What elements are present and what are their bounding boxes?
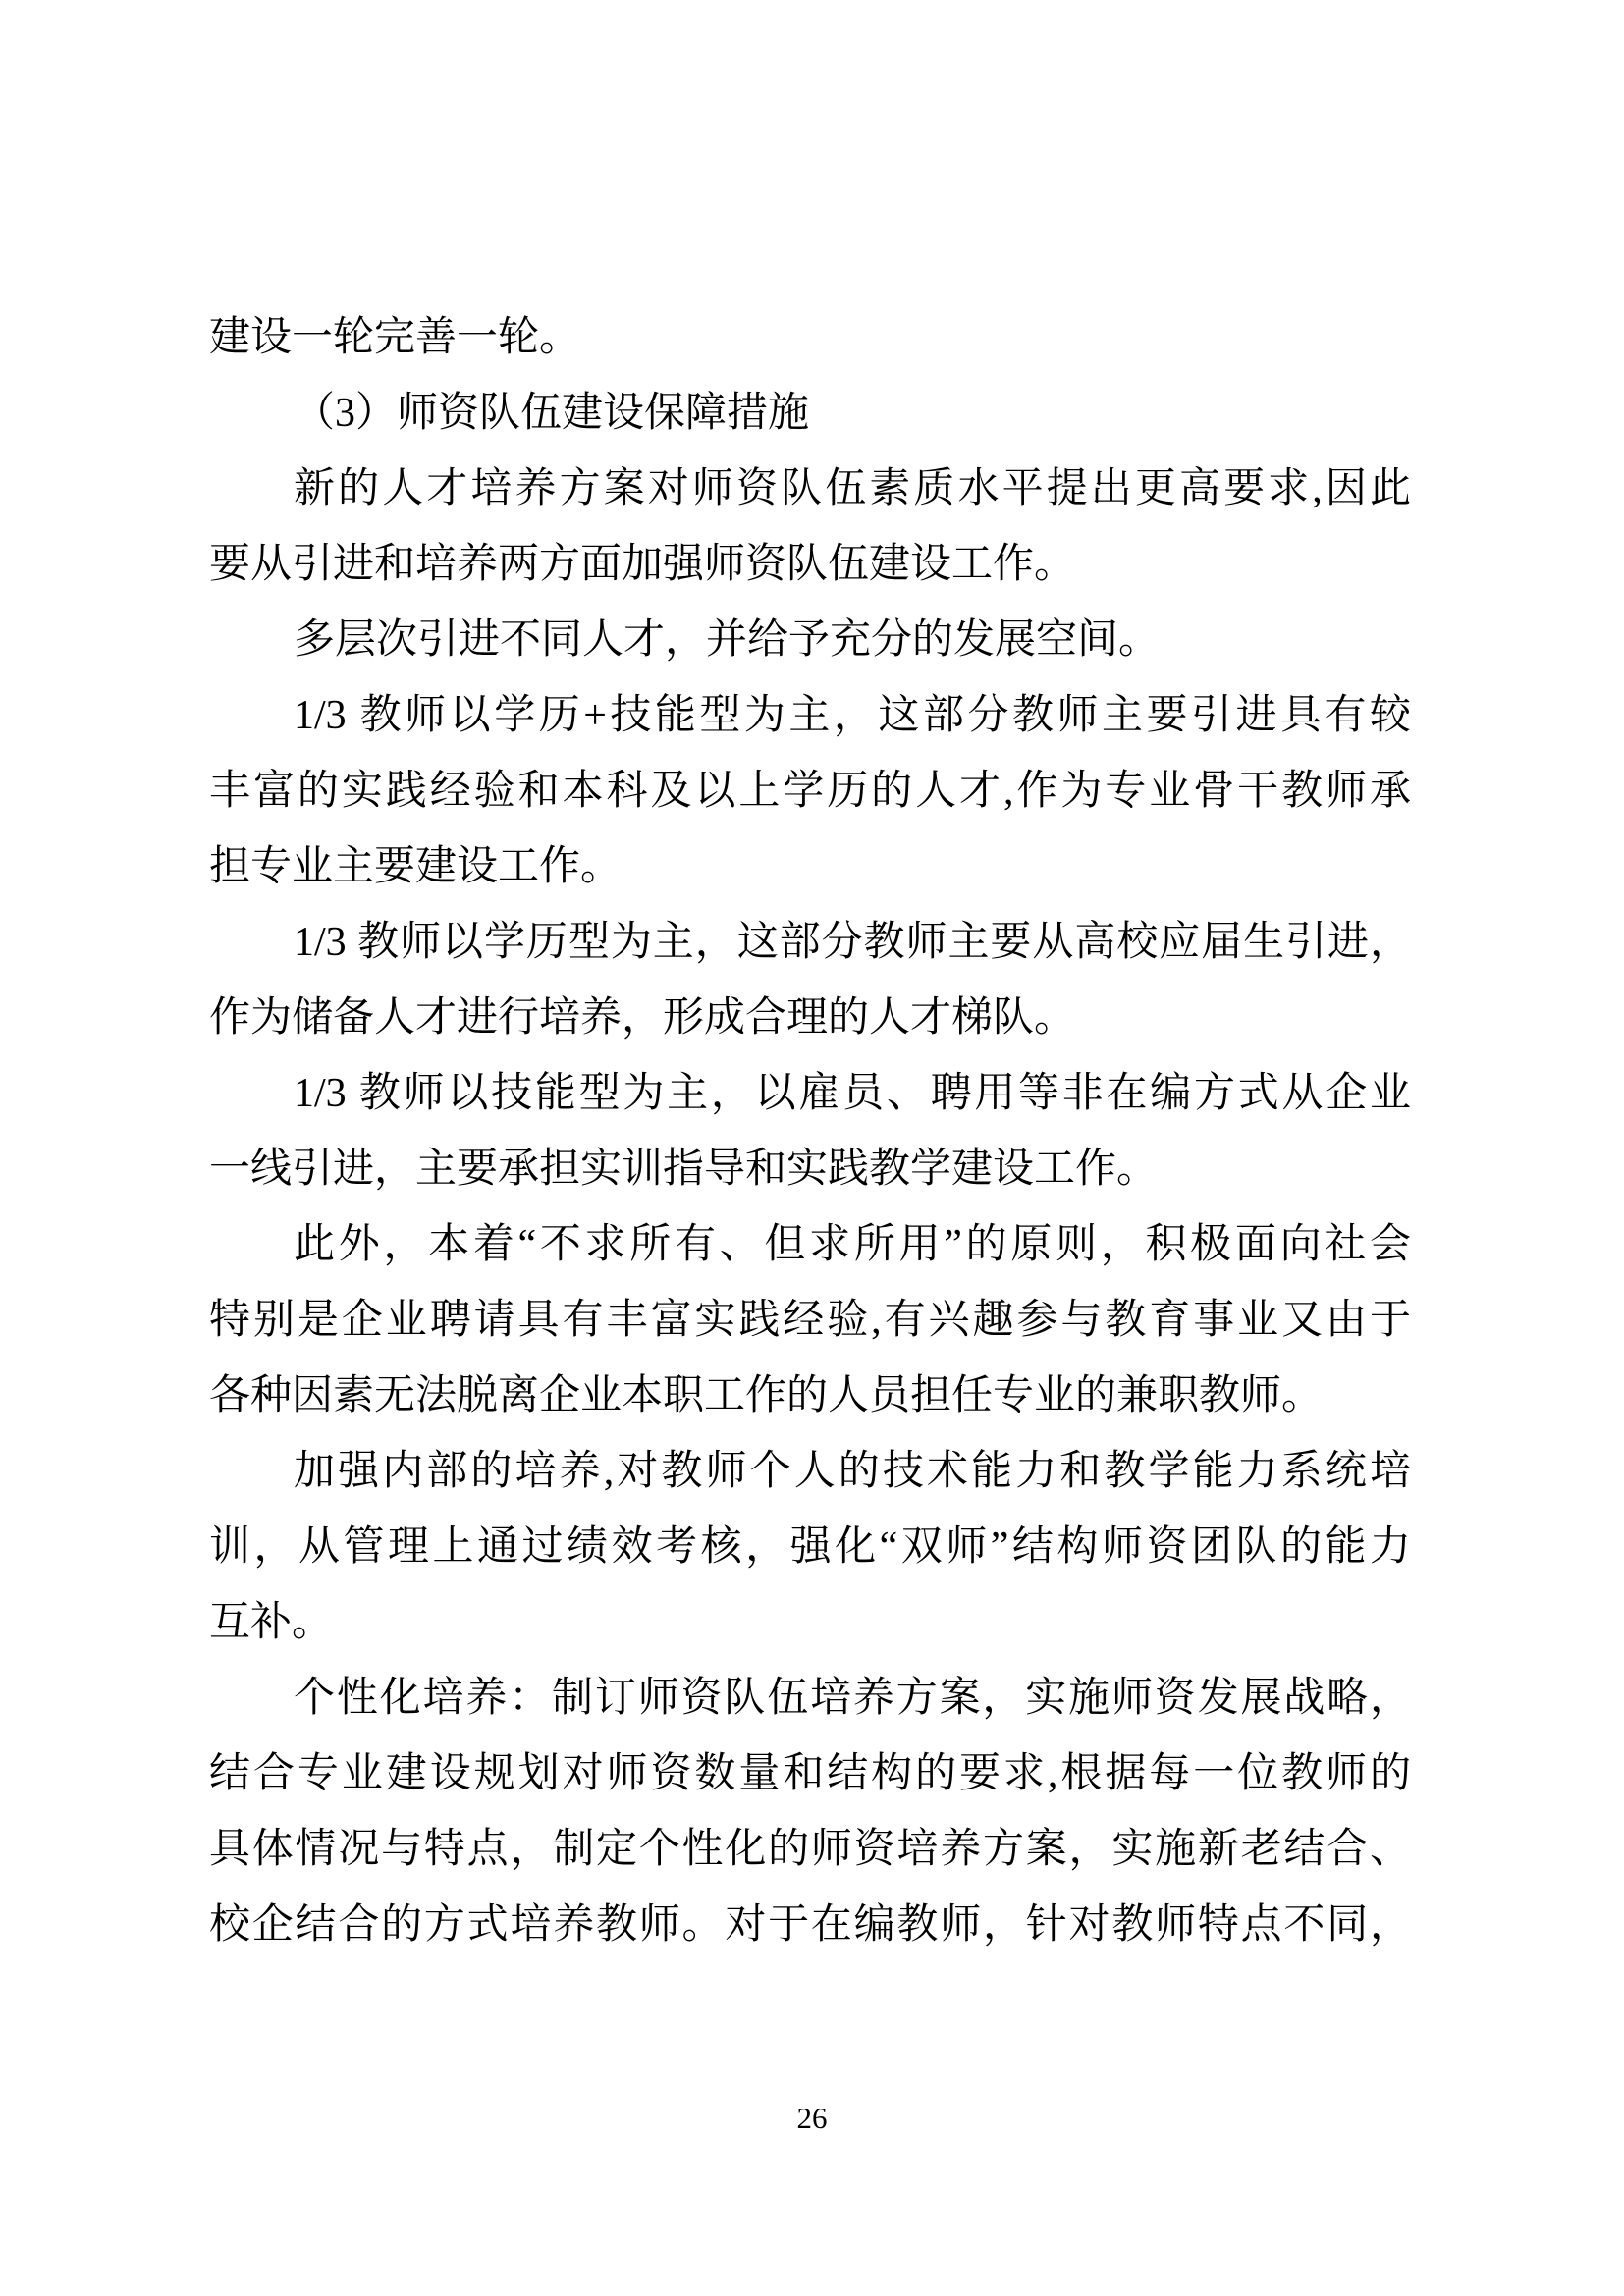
text-line: 1/3 教师以学历+技能型为主，这部分教师主要引进具有较 xyxy=(294,693,1411,738)
text-line: 丰富的实践经验和本科及以上学历的人才,作为专业骨干教师承 xyxy=(209,769,1411,814)
text-line: 1/3 教师以技能型为主，以雇员、聘用等非在编方式从企业 xyxy=(294,1071,1411,1116)
text-line: 训，从管理上通过绩效考核，强化“双师”结构师资团队的能力 xyxy=(209,1524,1411,1570)
text-line: 此外，本着“不求所有、但求所用”的原则，积极面向社会 xyxy=(294,1222,1411,1267)
text-line: （3）师资队伍建设保障措施 xyxy=(294,391,810,436)
text-line: 新的人才培养方案对师资队伍素质水平提出更高要求,因此 xyxy=(294,466,1411,511)
text-line: 作为储备人才进行培养，形成合理的人才梯队。 xyxy=(209,995,1076,1041)
text-line: 各种因素无法脱离企业本职工作的人员担任专业的兼职教师。 xyxy=(209,1373,1324,1418)
text-line: 1/3 教师以学历型为主，这部分教师主要从高校应届生引进， xyxy=(294,920,1411,965)
text-line: 个性化培养：制订师资队伍培养方案，实施师资发展战略， xyxy=(294,1676,1411,1721)
text-line: 校企结合的方式培养教师。对于在编教师，针对教师特点不同， xyxy=(209,1902,1411,1948)
text-line: 一线引进，主要承担实训指导和实践教学建设工作。 xyxy=(209,1147,1159,1192)
text-line: 互补。 xyxy=(209,1600,334,1645)
text-line: 多层次引进不同人才，并给予充分的发展空间。 xyxy=(294,617,1161,663)
text-line: 特别是企业聘请具有丰富实践经验,有兴趣参与教育事业又由于 xyxy=(209,1298,1411,1343)
text-line: 要从引进和培养两方面加强师资队伍建设工作。 xyxy=(209,542,1076,587)
text-line: 担专业主要建设工作。 xyxy=(209,844,623,889)
text-line: 建设一轮完善一轮。 xyxy=(209,315,581,360)
text-line: 具体情况与特点，制定个性化的师资培养方案，实施新老结合、 xyxy=(209,1827,1411,1872)
page-number: 26 xyxy=(796,2101,828,2135)
text-line: 加强内部的培养,对教师个人的技术能力和教学能力系统培 xyxy=(294,1449,1411,1494)
text-line: 结合专业建设规划对师资数量和结构的要求,根据每一位教师的 xyxy=(209,1751,1411,1796)
body-text xyxy=(209,300,1411,1963)
